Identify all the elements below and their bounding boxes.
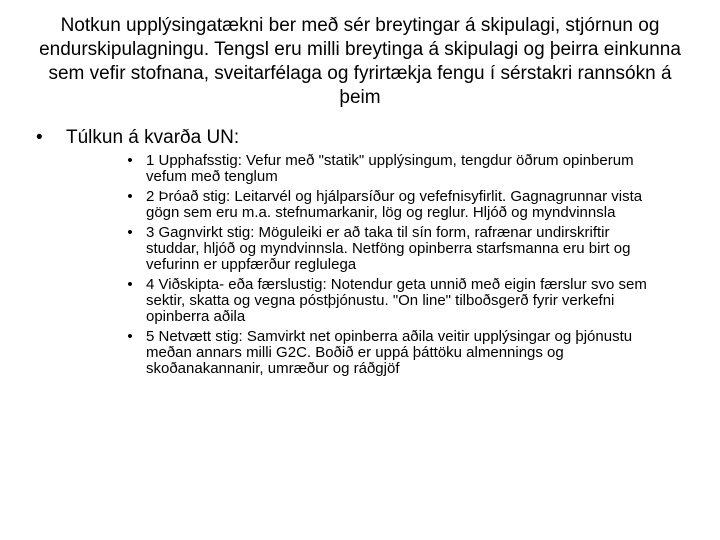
sub-bullet-item-5 xyxy=(120,329,660,377)
sub-bullet-list xyxy=(120,153,660,381)
sub-bullet-item-3 xyxy=(120,225,660,273)
sub-bullet-symbol: • xyxy=(127,188,133,205)
sub-bullet-symbol: • xyxy=(127,152,133,169)
sub-bullet-symbol: • xyxy=(127,224,133,241)
sub-bullet-text-2: 2 Þróað stig: Leitarvél og hjálparsíður og vefefnisyfirlit. Gagnagrunnar vista gögn sem eru m.a. stefnumarkanir, lög og reglur. Hljóð og myndvinnsla xyxy=(146,188,643,221)
main-bullet-item xyxy=(36,126,676,150)
sub-bullet-symbol: • xyxy=(127,276,133,293)
slide-title: Notkun upplýsingatækni ber með sér breytingar á skipulagi, stjórnun og endurskipulagningu. Tengsl eru milli breytinga á skipulagi og þeirra einkunna sem vefir stofnana, sveitarfélaga og fyrirtækja fengu í sérstakri rannsókn á þeim xyxy=(39,15,681,108)
sub-bullet-item-1 xyxy=(120,153,660,185)
sub-bullet-text-1: 1 Upphafsstig: Vefur með "statik" upplýsingum, tengdur öðrum opinberum vefum með tenglum xyxy=(146,152,634,185)
sub-bullet-symbol: • xyxy=(127,328,133,345)
sub-bullet-text-5: 5 Netvætt stig: Samvirkt net opinberra aðila veitir upplýsingar og þjónustu meðan annars milli G2C. Boðið er uppá þáttöku almennings og skoðanakannanir, umræður og ráðgjöf xyxy=(146,328,633,377)
main-bullet-symbol: • xyxy=(36,127,43,148)
sub-bullet-text-4: 4 Viðskipta- eða færslustig: Notendur geta unnið með eigin færslur svo sem sektir, skatta og vegna póstþjónustu. "On line" tilboðsgerð fyrir verkefni opinberra aðila xyxy=(146,276,647,325)
sub-bullet-item-4 xyxy=(120,277,660,325)
sub-bullet-text-3: 3 Gagnvirkt stig: Möguleiki er að taka til sín form, rafrænar undirskriftir studdar, hljóð og myndvinnsla. Netföng opinberra starfsmanna eru birt og vefurinn er uppfærður reglulega xyxy=(146,224,631,273)
sub-bullet-item-2 xyxy=(120,189,660,221)
main-bullet-text: Túlkun á kvarða UN: xyxy=(66,127,240,148)
